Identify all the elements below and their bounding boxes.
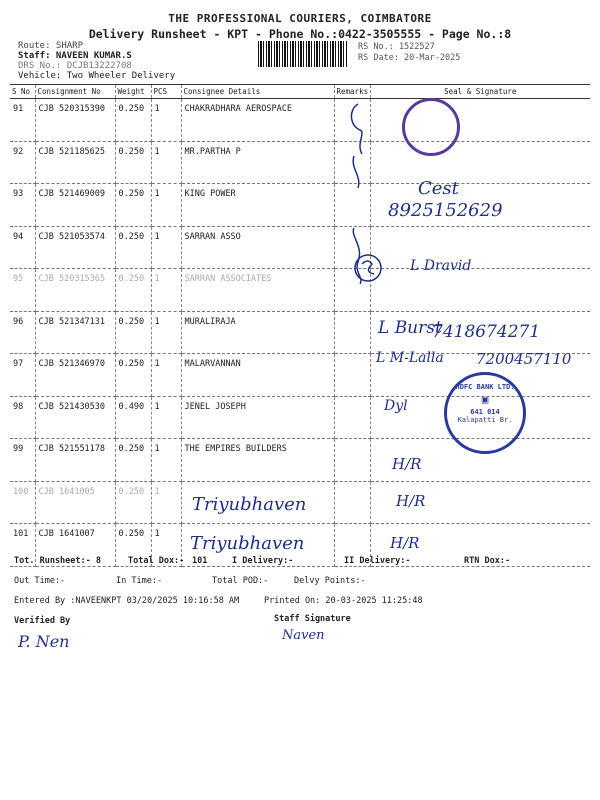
col-sno: S No: [10, 85, 35, 99]
staff-label: Staff: NAVEEN KUMAR.S: [18, 51, 132, 61]
row-sno: 98: [10, 396, 35, 439]
company-title: THE PROFESSIONAL COURIERS, COIMBATORE: [168, 12, 432, 25]
row-pcs: 1: [151, 99, 181, 142]
col-seal: Seal & Signature: [370, 85, 590, 99]
row-remarks: [334, 354, 370, 397]
bank-stamp-name: HDFC BANK LTD.: [455, 383, 515, 391]
row-pcs: 1: [151, 226, 181, 269]
row-weight: 0.250: [115, 439, 151, 482]
row-consignment: CJB 521347131: [35, 311, 115, 354]
remark-circle-shape: [355, 255, 381, 281]
row-consignee: CHAKRADHARA AEROSPACE: [181, 99, 334, 142]
row93-phone: 8925152629: [388, 200, 503, 221]
row-weight: 0.250: [115, 524, 151, 567]
i-delivery: I Delivery:-: [232, 556, 294, 566]
total-dox-label: Total Dox:-: [128, 556, 185, 566]
rtn-dox: RTN Dox:-: [464, 556, 511, 566]
row-consignee: SARRAN ASSO: [181, 226, 334, 269]
row-consignment: CJB 521551178: [35, 439, 115, 482]
row-consignee: MR.PARTHA P: [181, 141, 334, 184]
barcode: [258, 41, 348, 67]
row-consignment: CJB 1641005: [35, 481, 115, 524]
row-consignee: MURALIRAJA: [181, 311, 334, 354]
row-consignee: MALARVANNAN: [181, 354, 334, 397]
route-label: Route: SHARP: [18, 41, 84, 51]
col-pcs: PCS: [151, 85, 181, 99]
row101-name: Triyubhaven: [192, 494, 307, 515]
row-consignment: CJB 520315390: [35, 99, 115, 142]
verified-by: Verified By: [14, 616, 71, 626]
row-seal: [370, 226, 590, 269]
delvy-points: Delvy Points:-: [294, 576, 366, 586]
row-seal: [370, 269, 590, 312]
row98-sign: Dyl: [384, 398, 408, 414]
row-sno: 97: [10, 354, 35, 397]
table-row: [10, 184, 590, 227]
row-sno: 93: [10, 184, 35, 227]
row-consignment: CJB 521185625: [35, 141, 115, 184]
row-pcs: 1: [151, 524, 181, 567]
row-remarks: [334, 396, 370, 439]
bank-stamp-code: 641 014: [470, 408, 500, 416]
row-consignment: CJB 521053574: [35, 226, 115, 269]
row-remarks: [334, 481, 370, 524]
row-consignment: CJB 521469009: [35, 184, 115, 227]
row95-sign: L Dravid: [410, 258, 472, 274]
row-sno: 91: [10, 99, 35, 142]
tot-runsheet: Tot. Runsheet:- 8: [14, 556, 101, 566]
bank-stamp: [444, 372, 526, 454]
staff-signature: Staff Signature: [274, 614, 351, 624]
row-pcs: 1: [151, 311, 181, 354]
in-time: In Time:-: [116, 576, 163, 586]
footer-remark: H/R: [390, 534, 420, 552]
col-remarks: Remarks: [334, 85, 370, 99]
row97-phone: 7200457110: [476, 350, 572, 368]
row-weight: 0.250: [115, 184, 151, 227]
remark-circle: [350, 250, 390, 290]
row-consignment: CJB 1641007: [35, 524, 115, 567]
row-sno: 96: [10, 311, 35, 354]
ii-delivery: II Delivery:-: [344, 556, 411, 566]
table-row: [10, 141, 590, 184]
remark-mark-1: [351, 104, 362, 154]
row-sno: 101: [10, 524, 35, 567]
entered-by: Entered By :NAVEENKPT 03/20/2025 10:16:58 AM: [14, 596, 240, 606]
runsheet-title: Delivery Runsheet - KPT - Phone No.:0422-3505555 - Page No.:8: [88, 27, 512, 41]
row-weight: 0.250: [115, 141, 151, 184]
row97-sign: L M-Lalla: [376, 350, 444, 366]
total-pod: Total POD:-: [212, 576, 269, 586]
row-sno: 92: [10, 141, 35, 184]
row-pcs: 1: [151, 269, 181, 312]
printed-on: Printed On: 20-03-2025 11:25:48: [264, 596, 423, 606]
row-sno: 95: [10, 269, 35, 312]
table-row: [10, 269, 590, 312]
col-weight: Weight: [115, 85, 151, 99]
bank-stamp-logo: ▣: [481, 393, 489, 406]
row-pcs: 1: [151, 354, 181, 397]
row-sno: 99: [10, 439, 35, 482]
footer-name: Triyubhaven: [190, 533, 305, 554]
out-time: Out Time:-: [14, 576, 66, 586]
row-weight: 0.250: [115, 226, 151, 269]
row93-sign: Cest: [418, 178, 459, 199]
row100-remark: H/R: [392, 455, 422, 473]
row96-phone: 7418674271: [432, 322, 541, 342]
table-header-row: [10, 85, 590, 99]
row-consignee: KING POWER: [181, 184, 334, 227]
row-weight: 0.250: [115, 311, 151, 354]
row-consignee: JENEL JOSEPH: [181, 396, 334, 439]
remark-circle-digit: [362, 261, 374, 274]
rs-date: RS Date: 20-Mar-2025: [358, 53, 461, 63]
drs-label: DRS No.: DCJB13222708: [18, 61, 132, 71]
total-dox-value: 101: [192, 556, 208, 566]
row-weight: 0.250: [115, 481, 151, 524]
row-pcs: 1: [151, 141, 181, 184]
col-consignee: Consignee Details: [181, 85, 334, 99]
row-pcs: 1: [151, 184, 181, 227]
row-weight: 0.250: [115, 99, 151, 142]
row-weight: 0.250: [115, 354, 151, 397]
rs-number: RS No.: 1522527: [358, 42, 435, 52]
table-row: [10, 99, 590, 142]
company-stamp: [402, 98, 460, 156]
bank-stamp-branch: Kalapatti Br.: [457, 416, 513, 424]
row96-sign: L Burst: [378, 318, 442, 338]
col-consignment: Consignment No: [35, 85, 115, 99]
row-weight: 0.250: [115, 269, 151, 312]
row-remarks: [334, 439, 370, 482]
row-sno: 100: [10, 481, 35, 524]
row-consignee: THE EMPIRES BUILDERS: [181, 439, 334, 482]
row-pcs: 1: [151, 439, 181, 482]
row-pcs: 1: [151, 481, 181, 524]
verified-signature: P. Nen: [18, 632, 70, 651]
staff-signature-ink: Naven: [282, 628, 325, 643]
row101-remark: H/R: [396, 492, 426, 510]
row-pcs: 1: [151, 396, 181, 439]
row-sno: 94: [10, 226, 35, 269]
row-consignee: SARRAN ASSOCIATES: [181, 269, 334, 312]
row-weight: 0.490: [115, 396, 151, 439]
row-remarks: [334, 311, 370, 354]
table-row: [10, 226, 590, 269]
remark-mark-2: [353, 156, 359, 188]
row-consignment: CJB 520315365: [35, 269, 115, 312]
row-consignment: CJB 521430530: [35, 396, 115, 439]
row-consignment: CJB 521346970: [35, 354, 115, 397]
vehicle-label: Vehicle: Two Wheeler Delivery: [18, 71, 176, 81]
row-seal: [370, 141, 590, 184]
